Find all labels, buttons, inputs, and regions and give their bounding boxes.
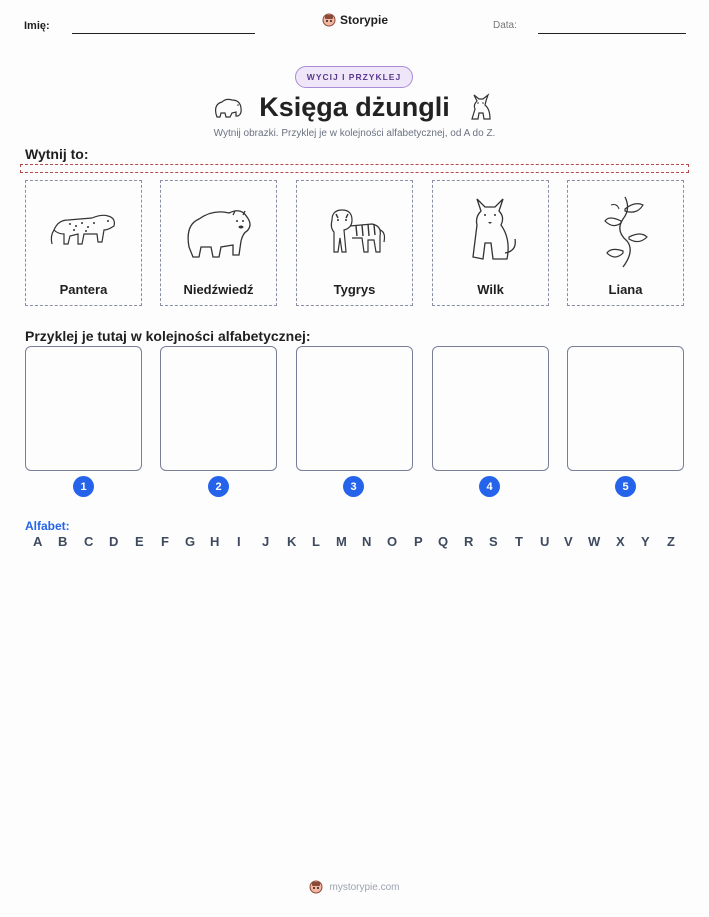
alphabet-letter: A xyxy=(33,534,43,549)
cut-card-label: Pantera xyxy=(59,282,108,297)
alphabet-letter: E xyxy=(135,534,144,549)
alphabet-letter: Q xyxy=(438,534,449,549)
paste-slot[interactable] xyxy=(432,346,549,471)
alphabet-letter: O xyxy=(387,534,398,549)
slot-number: 2 xyxy=(208,476,229,497)
slot-number: 3 xyxy=(343,476,364,497)
cut-card-label: Tygrys xyxy=(333,282,376,297)
slot-number: 1 xyxy=(73,476,94,497)
cut-card-label: Liana xyxy=(608,282,643,297)
alphabet-letter: D xyxy=(109,534,119,549)
alphabet-letter: V xyxy=(564,534,573,549)
footer xyxy=(0,880,709,894)
activity-badge: WYCIJ I PRZYKLEJ xyxy=(295,66,413,88)
date-line xyxy=(538,33,686,34)
alphabet-letter: L xyxy=(312,534,320,549)
instructions: Wytnij obrazki. Przyklej je w kolejności alfabetycznej, od A do Z. xyxy=(213,128,496,139)
alphabet-title: Alfabet: xyxy=(25,519,70,533)
alphabet-letter: C xyxy=(84,534,94,549)
alphabet-letter: Z xyxy=(667,534,675,549)
footer-url[interactable]: mystorypie.com xyxy=(329,881,400,893)
tiger-icon xyxy=(322,202,388,262)
paste-section-title: Przyklej je tutaj w kolejności alfabetycznej: xyxy=(25,328,311,344)
alphabet-letter: S xyxy=(489,534,498,549)
paste-slot[interactable] xyxy=(25,346,142,471)
vine-icon xyxy=(601,195,651,269)
storypie-mascot-icon xyxy=(309,880,323,894)
alphabet-letter: R xyxy=(464,534,474,549)
cut-card[interactable] xyxy=(296,180,413,306)
alphabet-letter: N xyxy=(362,534,372,549)
alphabet-letter: G xyxy=(185,534,196,549)
wolf-icon xyxy=(466,91,496,123)
alphabet-letter: U xyxy=(540,534,550,549)
brand-logo xyxy=(322,13,388,27)
brand-name: Storypie xyxy=(340,13,389,27)
page-title: Księga dżungli xyxy=(259,92,450,122)
alphabet-letter: X xyxy=(616,534,625,549)
alphabet-letter: W xyxy=(588,534,601,549)
cut-card[interactable] xyxy=(25,180,142,306)
alphabet-letter: H xyxy=(210,534,220,549)
cut-card-label: Niedźwiedź xyxy=(183,282,254,297)
panther-icon xyxy=(48,204,120,260)
name-line xyxy=(72,33,255,34)
alphabet-letter: F xyxy=(161,534,169,549)
paste-slot[interactable] xyxy=(296,346,413,471)
alphabet-letter: T xyxy=(515,534,523,549)
alphabet-letter: B xyxy=(58,534,68,549)
alphabet-letter: J xyxy=(262,534,270,549)
slot-number: 4 xyxy=(479,476,500,497)
cut-card[interactable] xyxy=(432,180,549,306)
cut-card[interactable] xyxy=(567,180,684,306)
alphabet-letter: K xyxy=(287,534,297,549)
cut-card-label: Wilk xyxy=(477,282,504,297)
slot-number: 5 xyxy=(615,476,636,497)
alphabet-letter: M xyxy=(336,534,347,549)
paste-slot[interactable] xyxy=(160,346,277,471)
cut-line xyxy=(20,164,689,173)
wolf-icon xyxy=(461,195,521,269)
alphabet-letter: I xyxy=(237,534,241,549)
date-label: Data: xyxy=(493,20,517,31)
storypie-mascot-icon xyxy=(322,13,336,27)
alphabet-letter: P xyxy=(414,534,423,549)
name-label: Imię: xyxy=(24,20,50,32)
cut-card[interactable] xyxy=(160,180,277,306)
cut-section-title: Wytnij to: xyxy=(25,146,89,162)
bear-icon xyxy=(183,201,255,263)
paste-slot[interactable] xyxy=(567,346,684,471)
alphabet-letter: Y xyxy=(641,534,650,549)
